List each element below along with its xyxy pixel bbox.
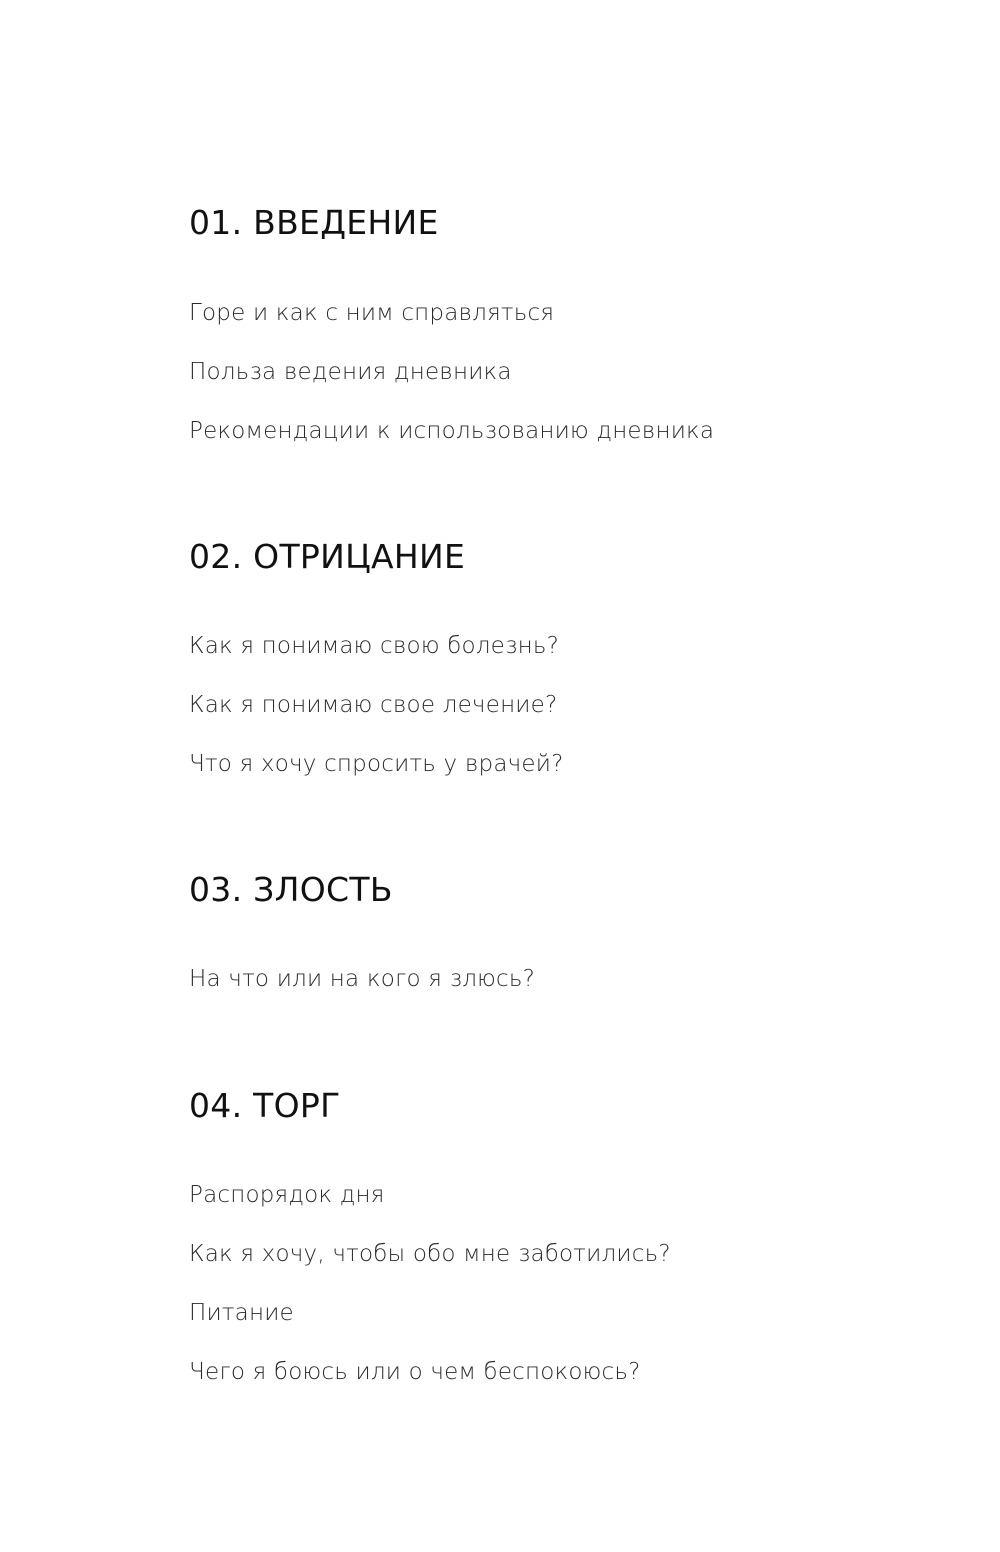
toc-item[interactable]: Рекомендации к использованию дневника: [189, 418, 715, 444]
toc-item[interactable]: Как я понимаю свою болезнь?: [189, 633, 560, 659]
section-heading-04: 04. ТОРГ: [189, 1086, 341, 1125]
section-heading-01: 01. ВВЕДЕНИЕ: [189, 203, 439, 242]
toc-item[interactable]: Как я хочу, чтобы обо мне заботились?: [189, 1241, 671, 1267]
toc-item[interactable]: Распорядок дня: [189, 1182, 385, 1208]
toc-item[interactable]: Что я хочу спросить у врачей?: [189, 751, 564, 777]
toc-item[interactable]: Как я понимаю свое лечение?: [189, 692, 558, 718]
toc-item[interactable]: Питание: [189, 1300, 294, 1326]
section-heading-02: 02. ОТРИЦАНИЕ: [189, 537, 466, 576]
toc-item[interactable]: На что или на кого я злюсь?: [189, 966, 536, 992]
toc-item[interactable]: Польза ведения дневника: [189, 359, 512, 385]
section-heading-03: 03. ЗЛОСТЬ: [189, 870, 393, 909]
toc-item[interactable]: Горе и как с ним справляться: [189, 300, 555, 326]
toc-item[interactable]: Чего я боюсь или о чем беспокоюсь?: [189, 1359, 641, 1385]
